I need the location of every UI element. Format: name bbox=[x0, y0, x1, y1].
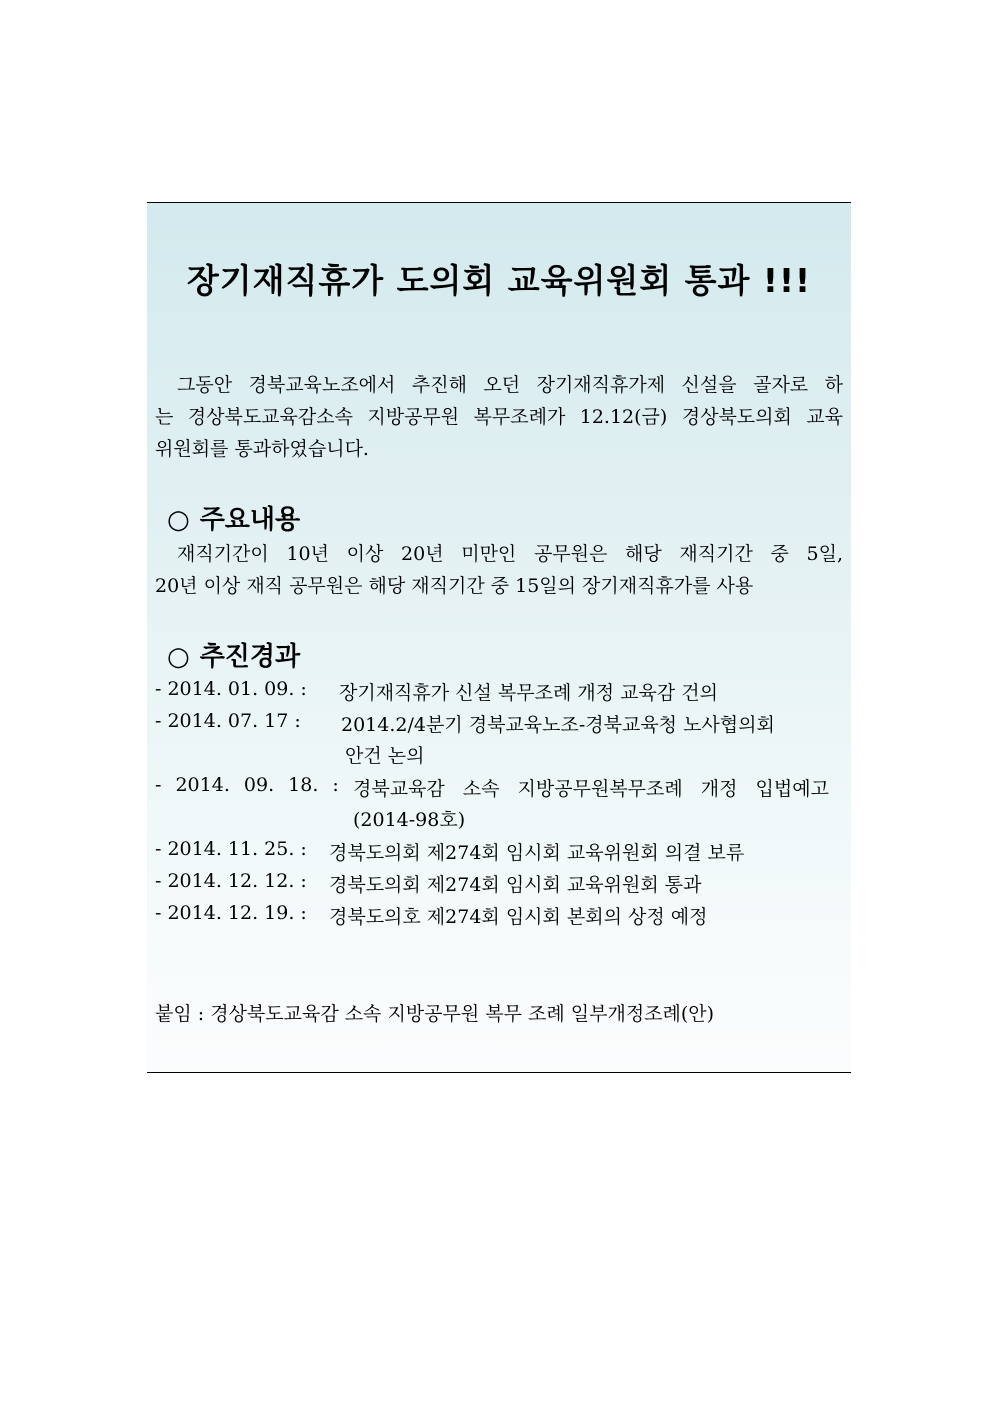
section-heading-progress bbox=[167, 636, 300, 673]
document-title: 장기재직휴가 도의회 교육위원회 통과 !!! bbox=[186, 261, 812, 300]
intro-line-3: 위원회를 통과하였습니다. bbox=[155, 438, 369, 460]
timeline-item-continuation: (2014-98호) bbox=[353, 809, 466, 831]
timeline-item-text: 경북교육감 소속 지방공무원복무조례 개정 입법예고 bbox=[353, 778, 829, 800]
section-heading-main bbox=[167, 499, 300, 536]
circle-bullet-icon: ○ bbox=[167, 505, 190, 535]
intro-line-2: 는 경상북도교육감소속 지방공무원 복무조례가 12.12(금) 경상북도의회 교육 bbox=[155, 406, 843, 428]
attachment-note: 붙임 : 경상북도교육감 소속 지방공무원 복무 조례 일부개정조례(안) bbox=[155, 1003, 715, 1025]
timeline-item-text: 경북도의회 제274회 임시회 교육위원회 의결 보류 bbox=[329, 842, 745, 864]
timeline-item-text: 장기재직휴가 신설 복무조례 개정 교육감 건의 bbox=[339, 682, 718, 704]
timeline-item-date: - 2014. 01. 09. : bbox=[155, 678, 307, 700]
timeline-item-date: - 2014. 09. 18. : bbox=[155, 774, 339, 796]
timeline-item-text: 경북도의회 제274회 임시회 교육위원회 통과 bbox=[329, 874, 702, 896]
circle-bullet-icon: ○ bbox=[167, 642, 190, 672]
timeline-item-text: 경북도의호 제274회 임시회 본회의 상정 예정 bbox=[329, 906, 708, 928]
notice-box bbox=[147, 202, 851, 1073]
timeline-item-date: - 2014. 07. 17 : bbox=[155, 710, 301, 732]
content-line-1: 재직기간이 10년 이상 20년 미만인 공무원은 해당 재직기간 중 5일, bbox=[177, 543, 843, 565]
section-heading-label: 주요내용 bbox=[199, 505, 301, 535]
timeline-item-date: - 2014. 12. 12. : bbox=[155, 870, 307, 892]
main-content-body bbox=[155, 538, 843, 602]
timeline-item-continuation: 안건 논의 bbox=[345, 745, 425, 767]
section-heading-label: 추진경과 bbox=[199, 642, 301, 672]
timeline-item-date: - 2014. 12. 19. : bbox=[155, 902, 307, 924]
intro-paragraph bbox=[155, 369, 843, 465]
timeline-item-date: - 2014. 11. 25. : bbox=[155, 838, 307, 860]
content-line-2: 20년 이상 재직 공무원은 해당 재직기간 중 15일의 장기재직휴가를 사용 bbox=[155, 575, 754, 597]
intro-line-1: 그동안 경북교육노조에서 추진해 오던 장기재직휴가제 신설을 골자로 하 bbox=[177, 374, 843, 396]
timeline-item-text: 2014.2/4분기 경북교육노조-경북교육청 노사협의회 bbox=[341, 714, 775, 736]
